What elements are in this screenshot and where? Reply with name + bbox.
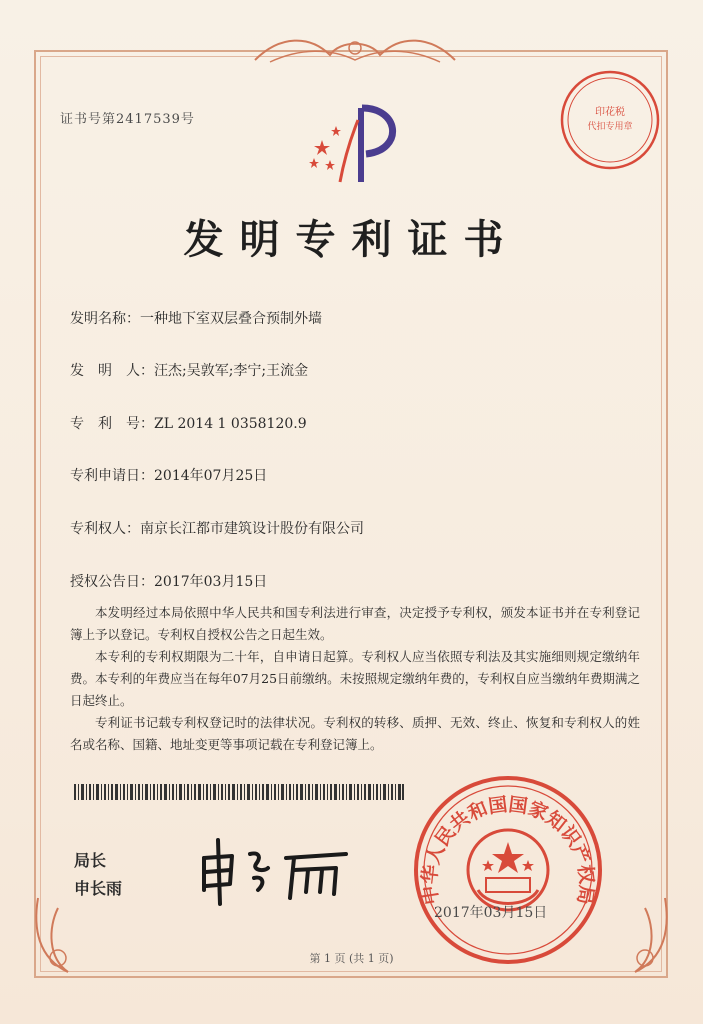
patent-number-label: 专 利 号：	[70, 416, 154, 432]
top-ornament	[250, 30, 460, 70]
patentee-value: 南京长江都市建筑设计股份有限公司	[140, 521, 364, 537]
director-signature	[190, 818, 360, 908]
filing-date-label: 专利申请日：	[70, 468, 154, 484]
invention-name-value: 一种地下室双层叠合预制外墙	[140, 311, 322, 327]
bottom-left-ornament	[28, 888, 98, 980]
svg-text:代扣专用章: 代扣专用章	[587, 122, 633, 132]
seal-text: 中华人民共和国国家知识产权局	[418, 793, 598, 907]
grant-date-value: 2017年03月15日	[154, 574, 268, 590]
body-paragraph-3: 专利证书记载专利权登记时的法律状况。专利权的转移、质押、无效、终止、恢复和专利权人的姓名或名称、国籍、地址变更等事项记载在专利登记簿上。	[70, 715, 640, 752]
bottom-right-ornament	[605, 888, 675, 980]
patentee-field	[70, 518, 364, 538]
grant-date-field	[70, 571, 267, 591]
svg-text:印花税: 印花税	[595, 107, 625, 118]
director-title: 局长	[74, 851, 107, 870]
cnipa-seal-stamp	[408, 770, 608, 970]
cnipa-logo	[300, 100, 410, 190]
certificate-number: 证书号第2417539号	[60, 112, 195, 127]
filing-date-value: 2014年07月25日	[154, 468, 268, 484]
filing-date-field	[70, 465, 267, 485]
inventors-value: 汪杰;吴敦军;李宁;王流金	[154, 363, 309, 379]
patentee-label: 专利权人：	[70, 521, 140, 537]
grant-date-label: 授权公告日：	[70, 574, 154, 590]
invention-name-field	[70, 308, 322, 328]
body-paragraph-2: 本专利的专利权期限为二十年，自申请日起算。专利权人应当依照专利法及其实施细则规定缴纳年费。本专利的年费应当在每年07月25日前缴纳。未按照规定缴纳年费的，专利权自应当缴纳年费期满之日起终止。	[70, 649, 640, 708]
certificate-body	[70, 602, 640, 756]
body-paragraph-1: 本发明经过本局依照中华人民共和国专利法进行审查，决定授予专利权，颁发本证书并在专利登记簿上予以登记。专利权自授权公告之日起生效。	[70, 605, 640, 642]
patent-number-value: ZL 2014 1 0358120.9	[154, 416, 307, 432]
patent-number-field	[70, 413, 307, 433]
inventors-label: 发 明 人：	[70, 363, 154, 379]
tax-seal-stamp	[555, 65, 665, 175]
invention-name-label: 发明名称：	[70, 311, 140, 327]
inventors-field	[70, 360, 308, 380]
page-footer: 第 1 页 (共 1 页)	[309, 952, 394, 965]
issue-date: 2017年03月15日	[434, 905, 548, 921]
barcode	[74, 784, 404, 800]
director-name: 申长雨	[74, 879, 123, 898]
certificate-title: 发明专利证书	[183, 216, 520, 263]
